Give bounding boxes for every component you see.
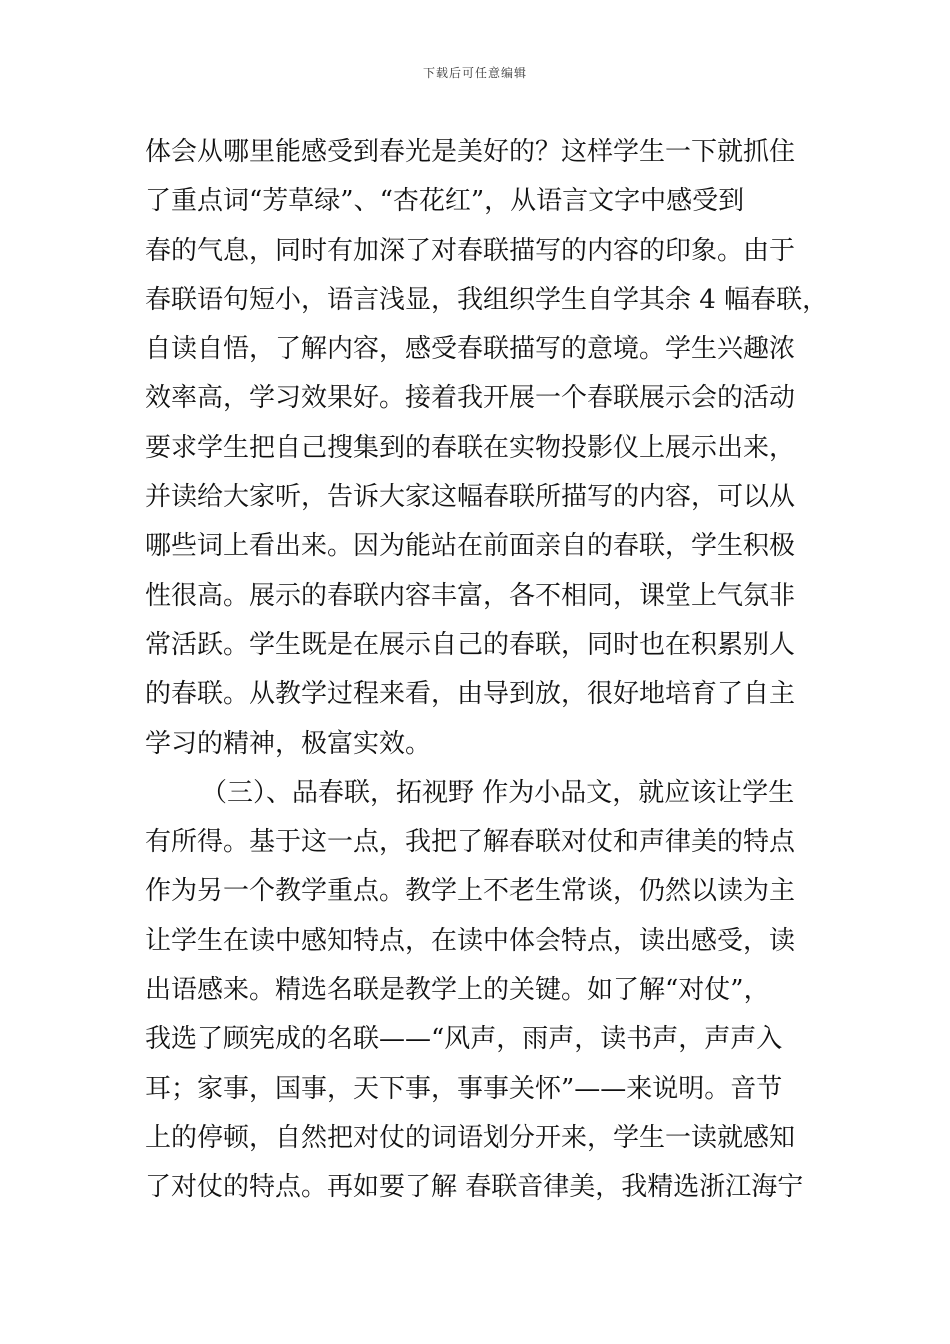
- text-line: 的春联。从教学过程来看，由导到放，很好地培育了自主: [145, 679, 796, 710]
- text-line: 了重点词“芳草绿”、“杏花红”，从语言文字中感受到: [145, 186, 745, 217]
- text-line: （三）、品春联，拓视野 作为小品文，就应该让学生: [201, 777, 795, 808]
- text-line: 了对仗的特点。再如要了解 春联音律美，我精选浙江海宁: [145, 1172, 804, 1203]
- text-line: 让学生在读中感知特点，在读中体会特点，读出感受，读: [145, 925, 796, 956]
- text-line: 有所得。基于这一点，我把了解春联对仗和声律美的特点: [145, 827, 796, 858]
- text-line: 作为另一个教学重点。教学上不老生常谈，仍然以读为主: [145, 876, 796, 907]
- text-line: 耳；家事，国事，天下事，事事关怀”——来说明。音节: [145, 1073, 783, 1104]
- page-header: 下载后可任意编辑: [422, 66, 527, 80]
- text-line: 性很高。展示的春联内容丰富，各不相同，课堂上气氛非: [145, 580, 796, 611]
- text-line: 春联语句短小，语言浅显，我组织学生自学其余 4 幅春联，: [145, 284, 829, 315]
- text-line: 春的气息，同时有加深了对春联描写的内容的印象。由于: [145, 235, 796, 266]
- document-body: [145, 128, 829, 1213]
- text-line: 效率高，学习效果好。接着我开展一个春联展示会的活动: [145, 383, 796, 414]
- text-line: 常活跃。学生既是在展示自己的春联，同时也在积累别人: [145, 629, 796, 660]
- text-line: 出语感来。精选名联是教学上的关键。如了解“对仗”，: [145, 975, 770, 1006]
- text-line: 上的停顿，自然把对仗的词语划分开来，学生一读就感知: [145, 1122, 796, 1153]
- text-line: 哪些词上看出来。因为能站在前面亲自的春联，学生积极: [145, 531, 796, 562]
- text-line: 学习的精神，极富实效。: [145, 728, 432, 759]
- text-line: 要求学生把自己搜集到的春联在实物投影仪上展示出来，: [145, 432, 796, 463]
- text-line: 我选了顾宪成的名联——“风声，雨声，读书声，声声入: [145, 1024, 783, 1055]
- text-line: 自读自悟，了解内容，感受春联描写的意境。学生兴趣浓: [145, 334, 796, 365]
- text-line: 并读给大家听，告诉大家这幅春联所描写的内容，可以从: [145, 482, 796, 513]
- text-line: 体会从哪里能感受到春光是美好的？这样学生一下就抓住: [145, 137, 796, 167]
